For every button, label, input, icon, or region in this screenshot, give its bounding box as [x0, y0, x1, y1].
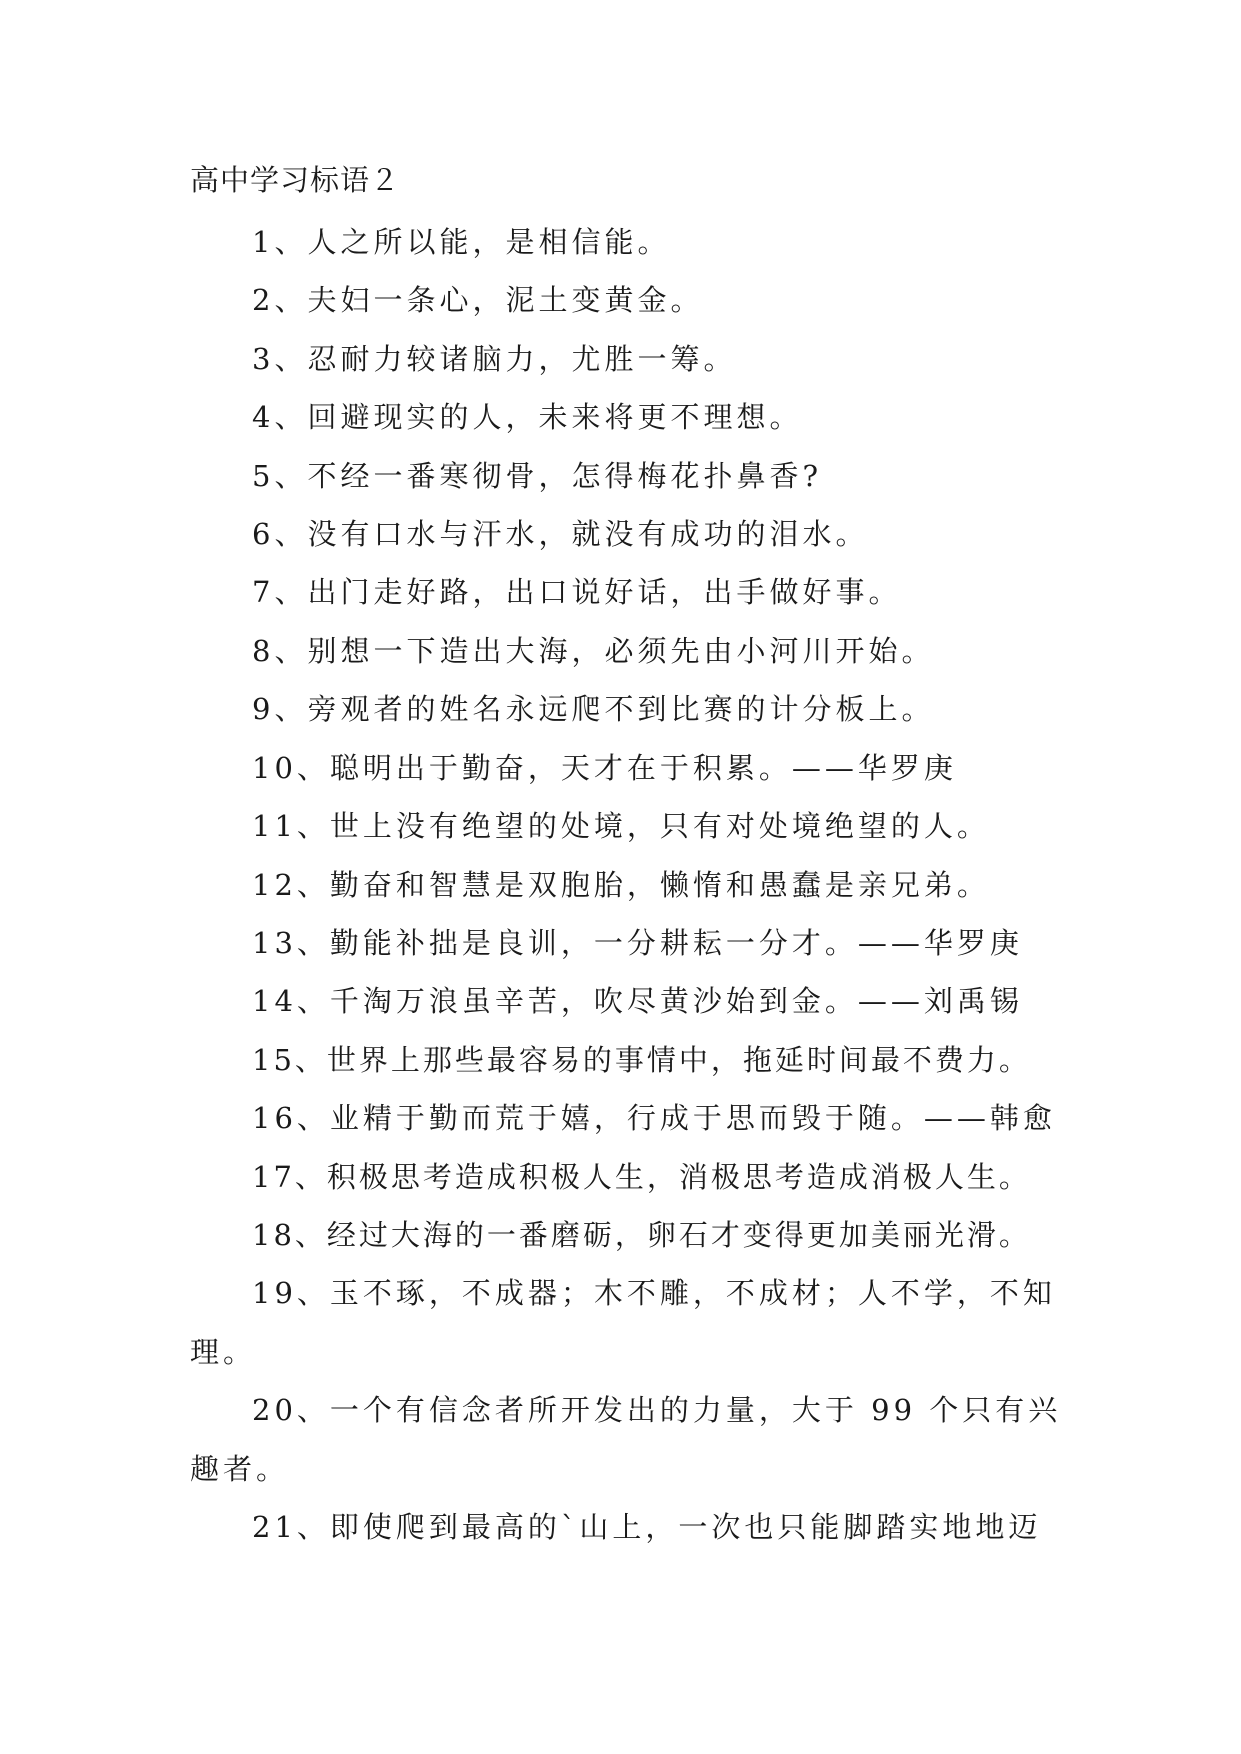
slogan-line-5: 5、不经一番寒彻骨，怎得梅花扑鼻香?: [252, 459, 822, 493]
slogan-line-12: 12、勤奋和智慧是双胞胎，懒惰和愚蠢是亲兄弟。: [252, 868, 990, 902]
slogan-line-17: 17、积极思考造成积极人生，消极思考造成消极人生。: [252, 1160, 1031, 1194]
slogan-line-16: 16、业精于勤而荒于嬉，行成于思而毁于随。——韩愈: [252, 1101, 1056, 1135]
slogan-line-19: 19、玉不琢，不成器；木不雕，不成材；人不学，不知: [252, 1276, 1056, 1310]
slogan-line-2: 2、夫妇一条心，泥土变黄金。: [252, 283, 704, 317]
slogan-line-9: 9、旁观者的姓名永远爬不到比赛的计分板上。: [252, 692, 935, 726]
slogan-line-20: 20、一个有信念者所开发出的力量，大于 99 个只有兴: [252, 1393, 1062, 1427]
slogan-line-7: 7、出门走好路，出口说好话，出手做好事。: [252, 575, 902, 609]
slogan-line-18: 18、经过大海的一番磨砺，卵石才变得更加美丽光滑。: [252, 1218, 1031, 1252]
slogan-line-20-continued: 趣者。: [190, 1452, 290, 1486]
slogan-line-10: 10、聪明出于勤奋，天才在于积累。——华罗庚: [252, 751, 957, 785]
slogan-line-21: 21、即使爬到最高的`山上，一次也只能脚踏实地地迈: [252, 1510, 1042, 1544]
slogan-line-8: 8、别想一下造出大海，必须先由小河川开始。: [252, 634, 935, 668]
slogan-line-11: 11、世上没有绝望的处境，只有对处境绝望的人。: [252, 809, 990, 843]
document-title: 高中学习标语２: [190, 163, 401, 197]
slogan-line-3: 3、忍耐力较诸脑力，尤胜一筹。: [252, 342, 737, 376]
slogan-line-1: 1、人之所以能，是相信能。: [252, 225, 671, 259]
slogan-line-14: 14、千淘万浪虽辛苦，吹尽黄沙始到金。——刘禹锡: [252, 984, 1023, 1018]
slogan-line-13: 13、勤能补拙是良训，一分耕耘一分才。——华罗庚: [252, 926, 1023, 960]
slogan-line-6: 6、没有口水与汗水，就没有成功的泪水。: [252, 517, 869, 551]
slogan-line-15: 15、世界上那些最容易的事情中，拖延时间最不费力。: [252, 1043, 1031, 1077]
slogan-line-19-continued: 理。: [190, 1335, 257, 1369]
slogan-line-4: 4、回避现实的人，未来将更不理想。: [252, 400, 803, 434]
